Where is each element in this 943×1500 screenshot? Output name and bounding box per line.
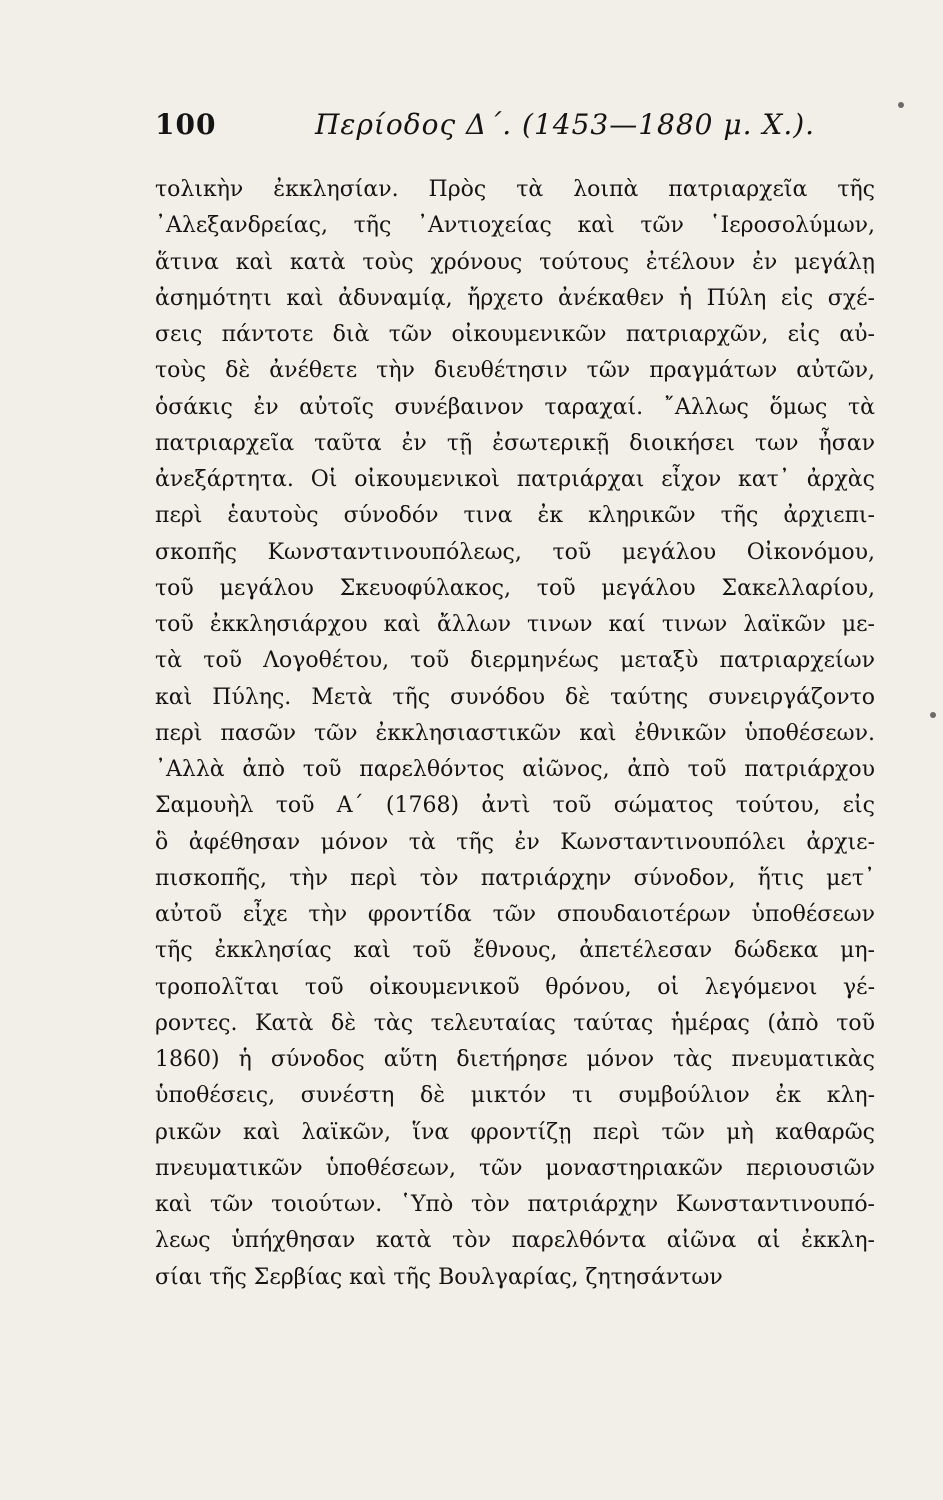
page-header xyxy=(155,108,875,148)
text-line: λεως ὑπήχθησαν κατὰ τὸν παρελθόντα αἰῶνα αἱ ἐκκλη- xyxy=(155,1228,875,1254)
text-line: ἀσημότητι καὶ ἀδυναμίᾳ, ἤρχετο ἀνέκαθεν ἡ Πύλη εἰς σχέ- xyxy=(155,285,875,311)
text-line: Σαμουὴλ τοῦ Α΄ (1768) ἀντὶ τοῦ σώματος τούτου, εἰς xyxy=(155,793,875,819)
text-line: αὐτοῦ εἶχε τὴν φροντίδα τῶν σπουδαιοτέρων ὑποθέσεων xyxy=(155,902,875,927)
text-line: τοὺς δὲ ἀνέθετε τὴν διευθέτησιν τῶν πραγμάτων αὐτῶν, xyxy=(155,358,875,384)
text-line: ὑποθέσεις, συνέστη δὲ μικτόν τι συμβούλιον ἐκ κλη- xyxy=(155,1083,875,1109)
text-line: τὰ τοῦ Λογοθέτου, τοῦ διερμηνέως μεταξὺ πατριαρχείων xyxy=(155,648,875,674)
text-line: ὃ ἀφέθησαν μόνον τὰ τῆς ἐν Κωνσταντινουπόλει ἀρχιε- xyxy=(155,829,875,855)
text-line: 1860) ἡ σύνοδος αὕτη διετήρησε μόνον τὰς πνευματικὰς xyxy=(155,1047,875,1072)
text-line: ἅτινα καὶ κατὰ τοὺς χρόνους τούτους ἐτέλουν ἐν μεγάλῃ xyxy=(155,249,875,275)
text-line: ὁσάκις ἐν αὐτοῖς συνέβαινον ταραχαί. ῎Αλλως ὅμως τὰ xyxy=(155,394,875,420)
text-line: ρικῶν καὶ λαϊκῶν, ἵνα φροντίζῃ περὶ τῶν μὴ καθαρῶς xyxy=(155,1119,875,1145)
text-line: ᾿Αλεξανδρείας, τῆς ᾿Αντιοχείας καὶ τῶν ῾Ιεροσολύμων, xyxy=(155,213,875,239)
text-line: σεις πάντοτε διὰ τῶν οἰκουμενικῶν πατριαρχῶν, εἰς αὐ- xyxy=(155,322,875,347)
text-line: τροπολῖται τοῦ οἰκουμενικοῦ θρόνου, οἱ λεγόμενοι γέ- xyxy=(155,974,875,1000)
text-line: ροντες. Κατὰ δὲ τὰς τελευταίας ταύτας ἡμέρας (ἀπὸ τοῦ xyxy=(155,1010,875,1036)
body-text xyxy=(155,172,875,1296)
text-line: τοῦ μεγάλου Σκευοφύλακος, τοῦ μεγάλου Σακελλαρίου, xyxy=(155,575,875,601)
text-line: καὶ Πύλης. Μετὰ τῆς συνόδου δὲ ταύτης συνειργάζοντο xyxy=(155,684,875,710)
text-line: ἀνεξάρτητα. Οἱ οἰκουμενικοὶ πατριάρχαι εἶχον κατ᾿ ἀρχὰς xyxy=(155,467,875,492)
page-number: 100 xyxy=(155,108,217,141)
running-head: Περίοδος Δ΄. (1453—1880 μ. Χ.). xyxy=(315,108,816,141)
paper-speck xyxy=(930,712,936,718)
text-line: σίαι τῆς Σερβίας καὶ τῆς Βουλγαρίας, ζητησάντων xyxy=(155,1264,723,1290)
text-line: ᾿Αλλὰ ἀπὸ τοῦ παρελθόντος αἰῶνος, ἀπὸ τοῦ πατριάρχου xyxy=(155,757,875,782)
text-line: περὶ ἑαυτοὺς σύνοδόν τινα ἐκ κληρικῶν τῆς ἀρχιεπι- xyxy=(155,503,875,529)
text-line: πνευματικῶν ὑποθέσεων, τῶν μοναστηριακῶν περιουσιῶν xyxy=(155,1155,875,1181)
text-line: πισκοπῆς, τὴν περὶ τὸν πατριάρχην σύνοδον, ἥτις μετ᾿ xyxy=(155,865,875,891)
paper-speck xyxy=(898,102,904,108)
text-line: τολικὴν ἐκκλησίαν. Πρὸς τὰ λοιπὰ πατριαρχεῖα τῆς xyxy=(155,177,875,202)
text-line: τῆς ἐκκλησίας καὶ τοῦ ἔθνους, ἀπετέλεσαν δώδεκα μη- xyxy=(155,938,875,964)
text-line: σκοπῆς Κωνσταντινουπόλεως, τοῦ μεγάλου Οἰκονόμου, xyxy=(155,539,875,565)
text-line: τοῦ ἐκκλησιάρχου καὶ ἄλλων τινων καί τινων λαϊκῶν με- xyxy=(155,612,875,637)
text-line: καὶ τῶν τοιούτων. ῾Υπὸ τὸν πατριάρχην Κωνσταντινουπό- xyxy=(155,1192,875,1217)
text-line: περὶ πασῶν τῶν ἐκκλησιαστικῶν καὶ ἐθνικῶν ὑποθέσεων. xyxy=(155,720,875,746)
text-line: πατριαρχεῖα ταῦτα ἐν τῇ ἐσωτερικῇ διοικήσει των ἦσαν xyxy=(155,430,875,456)
